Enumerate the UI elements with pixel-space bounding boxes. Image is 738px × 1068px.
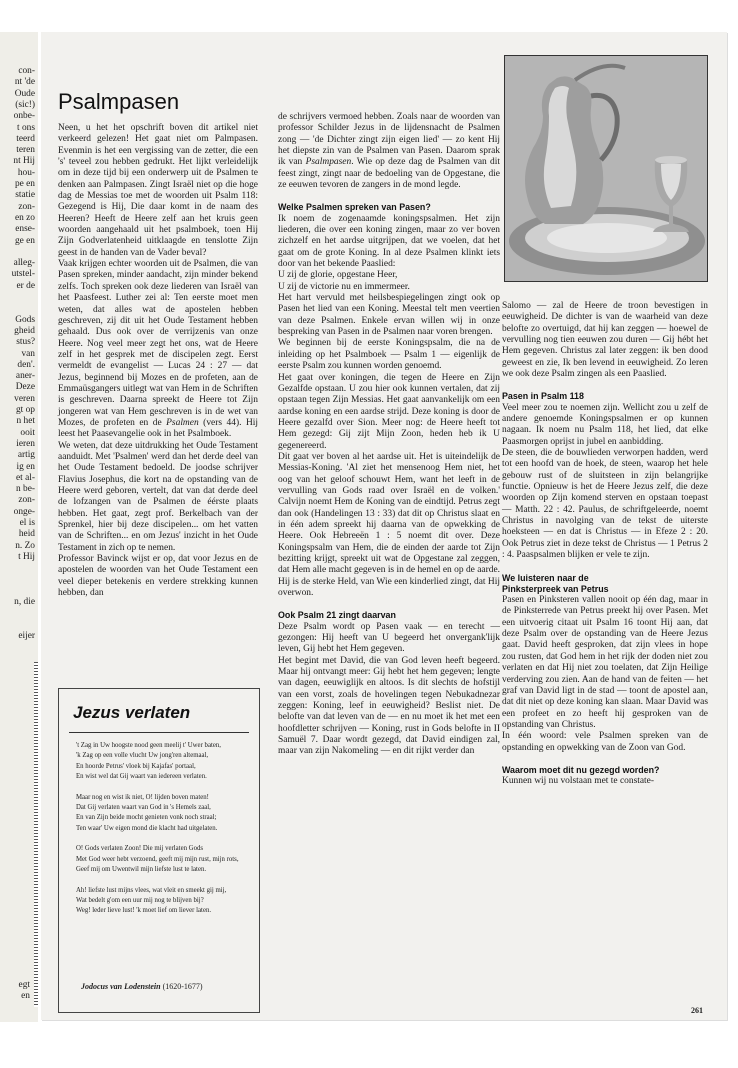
paragraph: Pasen en Pinksteren vallen nooit op één dag, maar in de Pinksterrede van Petrus preekt hij over Pasen. Met een uitvoerig citaat uit Psalm 16 toont Hij aan, dat deze Psalm over de opstanding van de Heere Jezus gaat. David heeft gesproken, dat zijn vlees in hope zou rusten, dat God hem in het rijk der doden niet zou verlaten en dat Hij niet zou toelaten, dat Zijn Heilige verderving zou zien. Aan de hand van de feiten — het graf van David ligt in de stad — toont de apostel aan, dat dit niet op deze koning kan slaan. Maar David was een profeet en zo heeft hij gesproken van de opstanding van Christus. <box>502 595 708 730</box>
paragraph: Neen, u het het opschrift boven dit artikel niet verkeerd gelezen! Het gaat niet om Palmpasen. Evenmin is het een vergissing van de zetter, die een 's' teveel zou hebben gedrukt. Het lijkt verleidelijk om in deze tijd bij een onderwerp uit de Psalmen te denken aan Palmpasen. Zingt Israël niet op die hoge dag de Messias toe met de woorden uit Psalm 118: Gezegend is Hij, Die daar komt in de naam des Heeren? Heeft de Heere zelf aan het kruis geen woorden aangehaald uit het psalmboek, toen Hij Zijn Godverlatenheid uitklaagde en tenslotte Zijn geest in de handen van de Vader beval? <box>58 123 258 258</box>
prev-page-fragment: Gods <box>15 314 35 325</box>
prev-page-fragment: pe en <box>14 179 35 189</box>
paragraph: Salomo — zal de Heere de troon bevestigen in eeuwigheid. De dichter is van de waarheid van deze belofte zo overtuigd, dat hij kan zeggen — hoewel de vervulling nog tien eeuwen zou duren — Gij hébt het Hem gegeven. Christus zal later zeggen: ik ben dood geweest en zie, Ik ben levend in eeuwigheid. Zo leren we ook deze Psalm zingen als een Paaslied. <box>502 301 708 380</box>
prev-page-fragment: gt op <box>15 405 35 415</box>
prev-page-fragment: ig en <box>16 461 35 472</box>
prev-page-fragment: Deze <box>15 382 35 393</box>
magazine-page <box>41 32 727 1020</box>
chalice-jug-image <box>505 56 708 282</box>
prev-page-fragment: stus? <box>16 337 35 348</box>
subheading: Waarom moet dit nu gezegd worden? <box>502 764 660 775</box>
subheading: Welke Psalmen spreken van Pasen? <box>278 202 431 213</box>
prev-page-fragment: n, die <box>14 597 35 608</box>
paragraph: Vaak krijgen echter woorden uit de Psalmen, die van Pasen spreken, minder aandacht, zijn minder bekend zelfs. Toch spreken ook deze liederen van Israël van het Paasfeest. Luther zei al: Ten eerste moet men weten, dat alles wat de apostelen hebben geschreven, zij dit uit het Oude Testament hebben gehaald. Dus ook over de verrijzenis van onze Heere. Nog veel meer zegt het ons, wat de Heere zelf in het gesprek met de discipelen zegt. Eerst vermeldt de evangelist — Lucas 24 : 27 — dat Jezus, beginnend bij Mozes en de profeten, aan de Emmaüsgangers uitlegt wat van Hem in de Schriften is geschreven. Daarna spreekt de Heere tot Zijn jongeren wat van Hem geschreven is in de wet van Mozes, de profeten en de Psalmen (vers 44). Hij leest het Paasevangelie ook in het Psalmboek. <box>58 259 259 440</box>
prev-page-fragment: ense- <box>15 224 35 235</box>
paragraph: Ik noem de zogenaamde koningspsalmen. Het zijn liederen, die over een koning zingen, maar zo ver boven zichzelf en het aardse uitgrijpen, dat we voelen, dat het gaat om de grote Koning. In al deze Psalmen klinkt iets door van het bekende Paaslied: <box>278 213 500 270</box>
poem-stanza: 't Zag in Uw hoogste nood geen meelij t' Uwer baten, 'k Zag op een volle vlucht Uw jong'ren altemaal, En hoorde Petrus' vloek bij Kajafas' portaal, En wist wel dat Gij waart van iedereen verlaten. <box>76 742 221 780</box>
prev-page-fragment: teerd <box>16 133 35 144</box>
prev-page-fragment: alleg- <box>13 258 35 269</box>
paragraph: We beginnen bij de eerste Koningspsalm, die na de inleiding op het Psalmboek — Psalm 1 — eigenlijk de eerste Psalm zou kunnen worden genoemd. <box>278 338 500 372</box>
paragraph: De steen, die de bouwlieden verworpen hadden, werd tot een hoofd van de hoek, de steen, waarop het hele gebouw rust of de sluitsteen in zijn belangrijke functie. Opnieuw is het de Heere Jezus zelf, die deze woorden op Zijn komend sterven en opstaan toepast — Matth. 22 : 42. Paulus, de schriftgeleerde, noemt Christus in navolging van de tekst de uiterste hoeksteen — en dat is Christus — in Efeze 2 : 20. Ook Petrus ziet in deze tekst de Christus — 1 Petrus 2 : 4. Paaspsalmen blijken er vele te zijn. <box>502 448 708 561</box>
prev-page-fragment: artig <box>17 450 35 461</box>
prev-page-fragment: et al- <box>16 472 35 483</box>
subheading: Pasen in Psalm 118 <box>502 391 584 402</box>
verse-line: U zij de glorie, opgestane Heer, <box>278 270 398 281</box>
paragraph: Het begint met David, die van God leven heeft begeerd. Maar hij ontvangt meer: Gij hebt het hem gegeven; lengte van dagen, eeuwiglijk en altoos. Is dit slechts de hofstijl van een vorst, zoals de hovelingen tegen Nebukadnezar zeggen: Koning, leef in eeuwigheid? Beslist niet. De belofte van dat leven van de — en nu moet ik het met een hoofdletter schrijven — Koning, rust in Gods belofte in II Samuël 7. Daar wordt gezegd, dat David eindigen zal, maar van zijn Nakomeling — en dit rijkt verder dan <box>278 655 500 757</box>
poem-author: Jodocus van Lodenstein (1620-1677) <box>81 982 203 991</box>
article-column-1 <box>58 123 258 599</box>
paragraph: Professor Bavinck wijst er op, dat voor Jezus en de apostelen de woorden van het Oude Testament een veel dieper betekenis en verdere strekking kunnen hebben, dan <box>58 554 258 599</box>
prev-page-fragment: teren <box>16 145 35 156</box>
prev-page-fragment: hou- <box>17 167 35 178</box>
paragraph: Dit gaat ver boven al het aardse uit. Het is uiteindelijk de Messias-Koning. 'Al ziet het mensenoog Hem niet, het oog van het geloof schouwt Hem, want het leeft in de vervulling van Gods raad over Israël en de volken.' Calvijn noemt Hem de Koning van de eindtijd. Petrus zegt dan ook (Handelingen 13 : 33) dat dit op Christus slaat en in één adem spreekt hij daarna van de opwekking de Heere. Ook Hebreeën 1 : 5 noemt dit over. Deze Koningspsalm van Hem, die de einden der aarde tot Zijn bezitting krijgt, spreekt uit wat de Opgestane zal zeggen, dat Hem alle macht gegeven is in de hemel en op de aarde. Hij is de sterke Held, van Wie een kinderlied zingt, dat Hij overwon. <box>278 451 500 599</box>
prev-page-fragment: egt <box>18 980 30 990</box>
poem-title: Jezus verlaten <box>73 703 191 722</box>
paragraph: Veel meer zou te noemen zijn. Wellicht zou u zelf de andere genoemde Koningspsalmen er op kunnen nagaan. Ik noem nu Psalm 118, het lied, dat elke Paasmorgen oprijst in jubel en aanbidding. <box>502 402 708 447</box>
paragraph: Het gaat over koningen, die tegen de Heere en Zijn Gezalfde opstaan. U zou hier ook kunnen vertalen, dat zij opstaan tegen Zijn Messias. Het gaat aanvankelijk om een aardse koning en een aardse strijd. Deze koning is door de Heere gezalfd over Sion. Meer nog: de Heere heeft tot Hem gezegd: Gij zijt Mijn Zoon, heden heb ik U gegenereerd. <box>278 372 500 451</box>
prev-page-fragment: n be- <box>15 484 35 495</box>
paragraph: We weten, dat deze uitdrukking het Oude Testament aanduidt. Met 'Psalmen' werd dan het derde deel van het Oude Testament bedoeld. De joodse schrijver Flavius Josephus, die kort na de opstanding van de Heere werd geboren, vertelt, dat van dat derde deel de lofzangen van de Psalmen de éérste plaats hebben. Het gaat, zegt prof. Berkelbach van der Sprenkel, hier bij deze discipelen... om het vatten van de Schriften... en om Jezus' inzicht in het Oude Testament in zich op te nemen. <box>58 440 258 553</box>
prev-page-fragment: nt 'de <box>14 77 35 88</box>
verse-line: U zij de victorie nu en immermeer. <box>278 281 410 292</box>
poem-stanza: O! Gods verlaten Zoon! Die mij verlaten Gods Met God weer hebt verzoend, geeft mij mijn rust, mijn rots, Geef mij om Uwentwil mijn liefste lust te laten. <box>76 845 239 873</box>
prev-page-fragment: en zo <box>14 212 35 223</box>
prev-page-fragment: n het <box>16 416 35 427</box>
subheading: Ook Psalm 21 zingt daarvan <box>278 610 396 621</box>
prev-page-fragment: el is <box>19 518 35 528</box>
prev-page-fragment: den'. <box>17 359 35 370</box>
prev-page-fragment: en <box>21 991 30 1002</box>
prev-page-fragment: onbe- <box>13 111 35 122</box>
poem-box <box>58 688 260 1013</box>
paragraph: Deze Psalm wordt op Pasen vaak — en terecht — gezongen: Hij heeft van U begeerd het onvergank'lijk leven, Gij hebt het Hem gegeven. <box>278 621 500 655</box>
article-column-3 <box>502 301 708 788</box>
prev-page-fragment: eijer <box>18 631 35 641</box>
poem-stanzas <box>76 741 251 927</box>
prev-page-fragment: t ons <box>17 122 35 133</box>
paragraph: Kunnen wij nu volstaan met te constate- <box>502 776 655 787</box>
prev-page-fragment: t Hij <box>18 551 35 562</box>
chalice-jug-photo <box>504 55 708 282</box>
prev-page-fragment: veren <box>14 393 35 404</box>
prev-page-fragment: n. Zo <box>15 540 35 551</box>
prev-page-fragment: ooit <box>20 427 35 438</box>
prev-page-fragment: aner- <box>15 371 35 382</box>
paragraph: de schrijvers vermoed hebben. Zoals naar de woorden van professor Schilder Jezus in de lijdensnacht de Psalmen zong — 'de Dichter zingt zijn eigen lied' — zo kent Hij het diepste zin van de Psalmen van Pasen. Daarom sprak ik van Psalmpasen. Wie op deze dag de Psalmen van dit feest zingt, zingt naar de bedoeling van de Opgestane, die ze eeuwen tevoren de zangers in de mond legde. <box>278 112 501 191</box>
subheading: We luisteren naar de Pinksterpreek van Petrus <box>502 572 609 594</box>
prev-page-fragment: zon- <box>18 495 35 506</box>
prev-page-fragment: nt Hij <box>13 156 35 167</box>
prev-page-fragment: zon- <box>18 201 35 212</box>
prev-page-fragment: heid <box>18 529 35 540</box>
prev-page-fragment: er de <box>16 280 35 291</box>
prev-page-fragment: (sic!) <box>15 99 35 110</box>
prev-page-fragment: ieren <box>16 438 35 449</box>
article-title: Psalmpasen <box>58 89 180 114</box>
prev-page-fragment: con- <box>18 66 35 76</box>
paragraph: Het hart vervuld met heilsbespiegelingen zingt ook op Pasen het lied van een Koning. Meestal telt men veertien van deze Psalmen. Enkele ervan willen wij in onze bespreking van Pasen in de Psalmen naar voren brengen. <box>278 293 500 338</box>
prev-page-fragment: gheid <box>14 325 35 336</box>
page-number: 261 <box>691 1006 703 1015</box>
prev-page-fragment: Oude <box>14 88 35 99</box>
prev-page-fragment: utstel- <box>11 269 35 280</box>
poem-stanza: Ah! liefste lust mijns vlees, wat vleit en smeekt gij mij, Wat bedelt g'om een uur mij nog te blijven bij? Weg! leder lieve lust! 'k moet lief om liever laten. <box>76 886 227 915</box>
poem-stanza: Maar nog en wist ik niet, O! lijden boven maten! Dat Gij verlaten waart van God in 's Hemels zaal, En van Zijn beide mocht genieten vonk noch straal; Ten waar' Uw eigen mond die klacht had uitgelaten. <box>76 793 218 832</box>
prev-page-fragment: onge- <box>13 506 35 517</box>
prev-page-fragment: ge en <box>14 235 35 246</box>
paragraph: In één woord: vele Psalmen spreken van de opstanding en opwekking van de Zoon van God. <box>502 731 708 753</box>
article-column-2 <box>278 112 500 758</box>
prev-page-box-edge <box>34 662 38 1007</box>
previous-page-strip <box>0 32 38 1022</box>
poem-title-rule <box>69 732 249 733</box>
prev-page-fragment: van <box>21 348 35 359</box>
prev-page-fragment: statie <box>15 190 35 201</box>
